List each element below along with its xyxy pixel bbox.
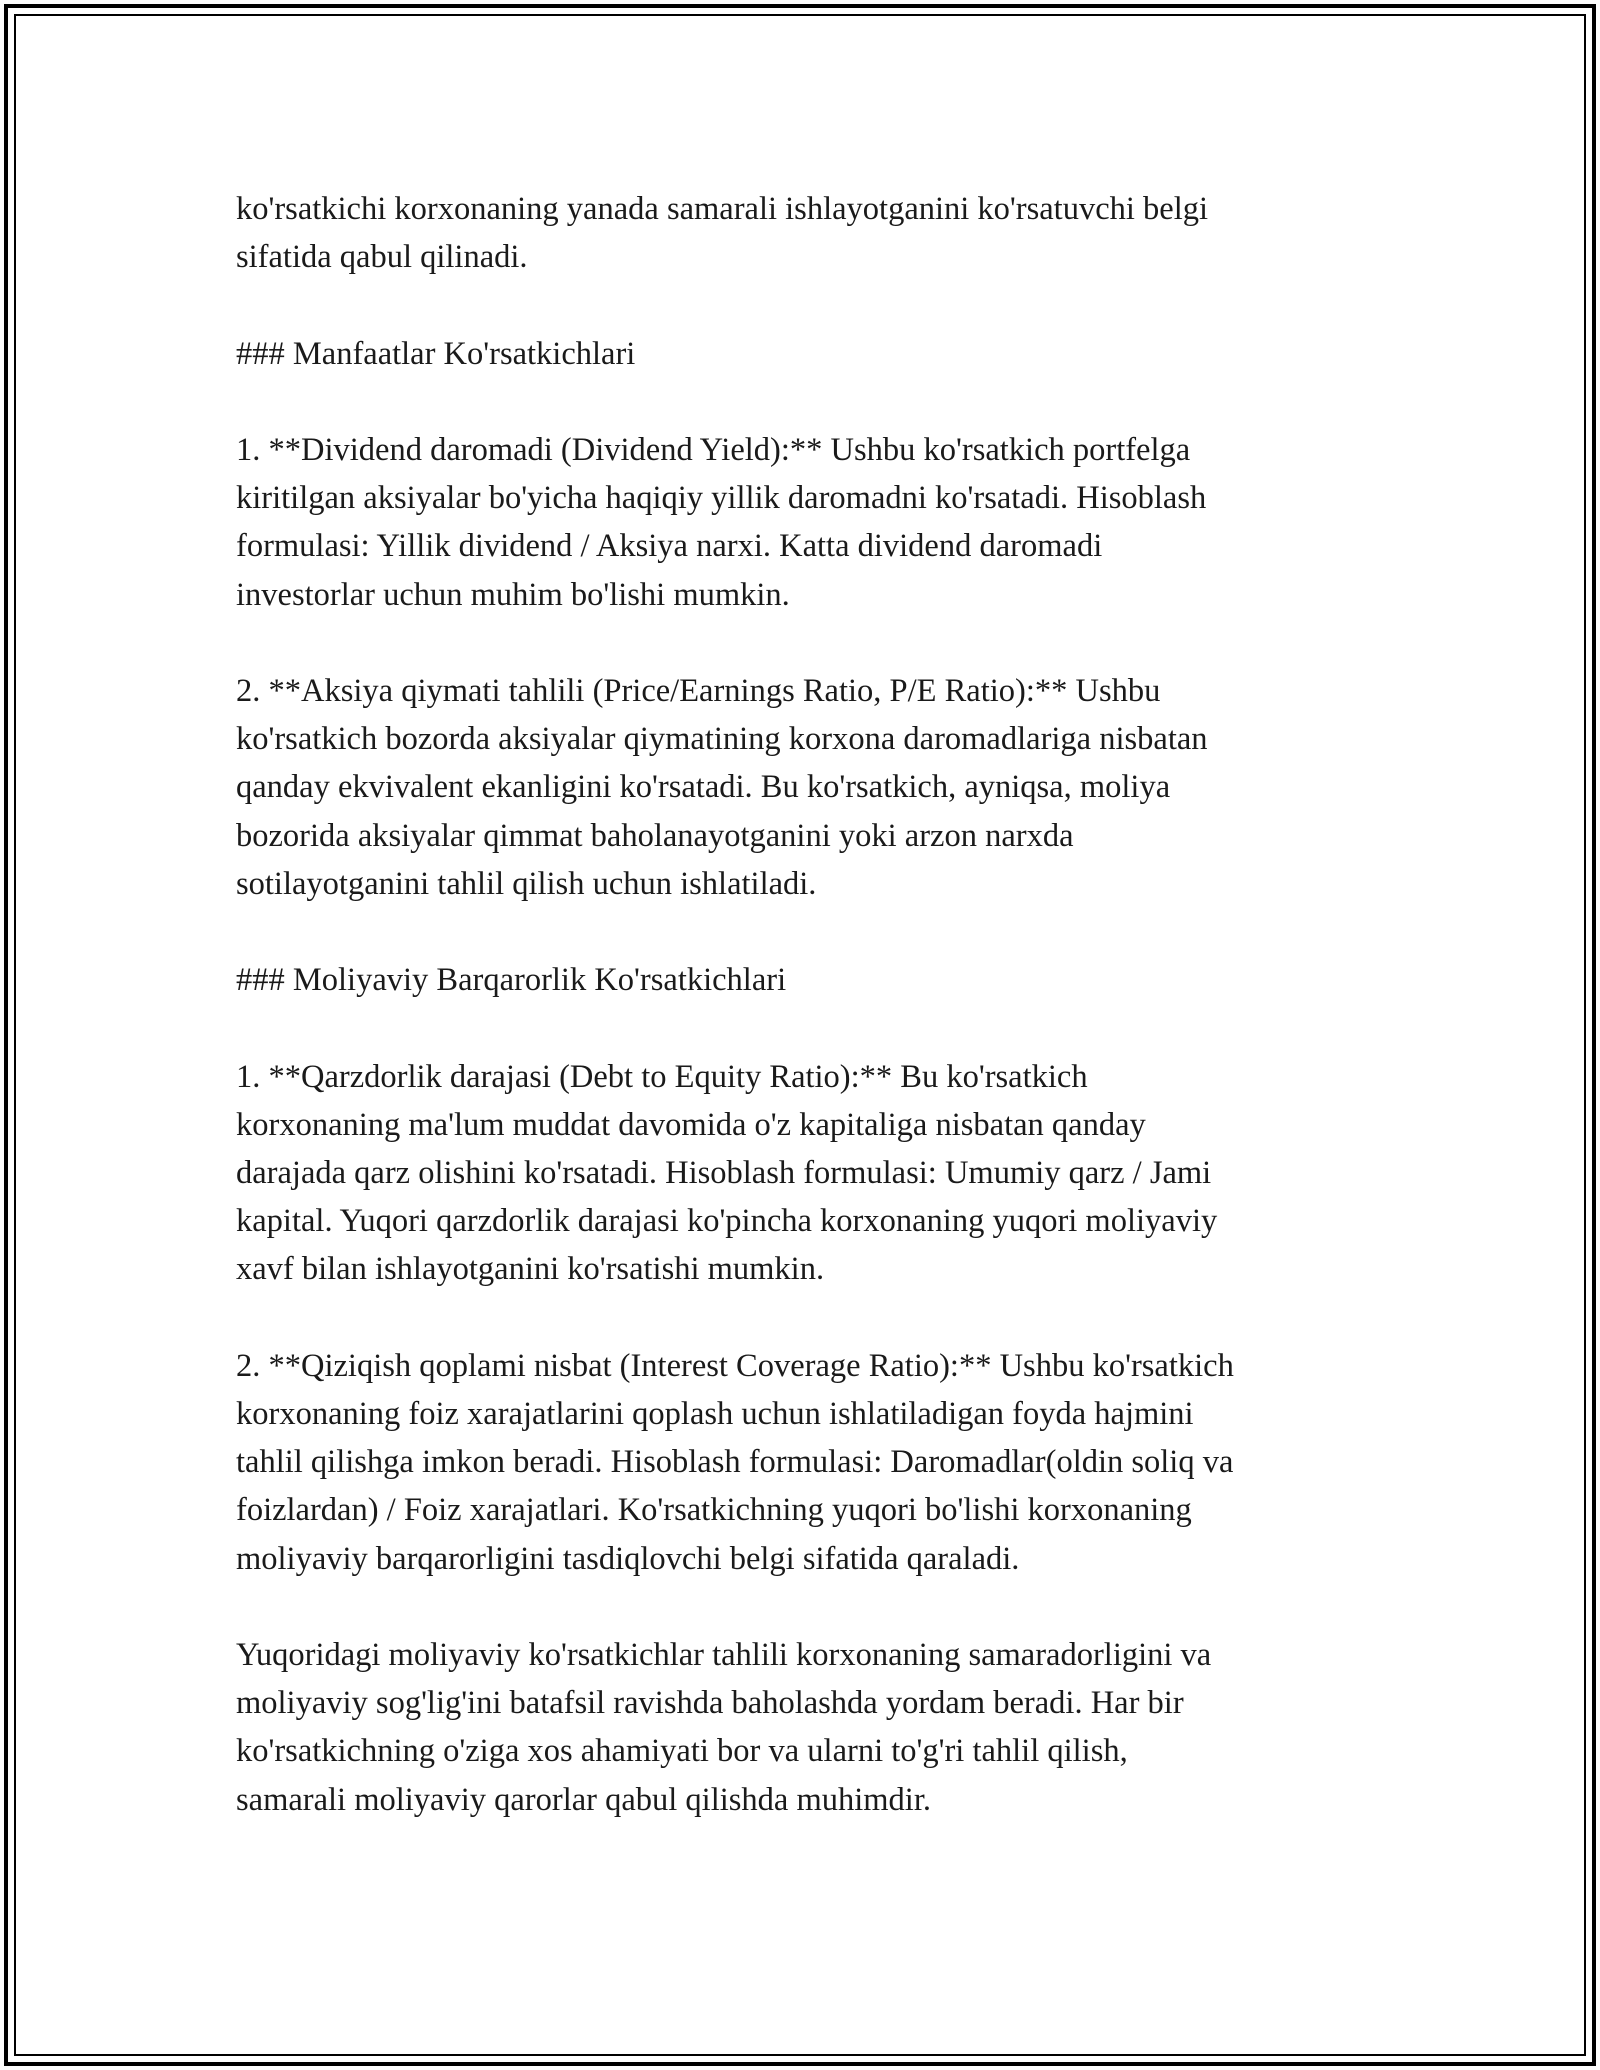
text-line: ko'rsatkichning o'ziga xos ahamiyati bor va ularni to'g'ri tahlil qilish,: [236, 1733, 1128, 1770]
list-item-interest-coverage: [236, 1342, 1376, 1583]
text-line: 1. **Dividend daromadi (Dividend Yield):** Ushbu ko'rsatkich portfelga: [236, 431, 1191, 468]
heading-line: ### Manfaatlar Ko'rsatkichlari: [236, 335, 636, 372]
text-line: kapital. Yuqori qarzdorlik darajasi ko'pincha korxonaning yuqori moliyaviy: [236, 1203, 1218, 1240]
text-line: sotilayotganini tahlil qilish uchun ishlatiladi.: [236, 865, 817, 902]
text-line: darajada qarz olishini ko'rsatadi. Hisoblash formulasi: Umumiy qarz / Jami: [236, 1154, 1212, 1191]
text-line: bozorida aksiyalar qimmat baholanayotganini yoki arzon narxda: [236, 817, 1074, 854]
text-line: xavf bilan ishlayotganini ko'rsatishi mumkin.: [236, 1251, 825, 1288]
text-line: formulasi: Yillik dividend / Aksiya narxi. Katta dividend daromadi: [236, 528, 1103, 565]
text-line: 1. **Qarzdorlik darajasi (Debt to Equity Ratio):** Bu ko'rsatkich: [236, 1058, 1088, 1095]
list-item-pe-ratio: [236, 667, 1376, 908]
list-item-dividend-yield: [236, 426, 1376, 619]
text-line: 2. **Qiziqish qoplami nisbat (Interest Coverage Ratio):** Ushbu ko'rsatkich: [236, 1347, 1234, 1384]
text-line: qanday ekvivalent ekanligini ko'rsatadi. Bu ko'rsatkich, ayniqsa, moliya: [236, 769, 1171, 806]
text-line: tahlil qilishga imkon beradi. Hisoblash formulasi: Daromadlar(oldin soliq va: [236, 1444, 1234, 1481]
text-line: korxonaning foiz xarajatlarini qoplash uchun ishlatiladigan foyda hajmini: [236, 1395, 1194, 1432]
section-heading-manfaatlar: [236, 330, 1376, 378]
text-line: ko'rsatkich bozorda aksiyalar qiymatining korxona daromadlariga nisbatan: [236, 721, 1208, 758]
text-line: ko'rsatkichi korxonaning yanada samarali ishlayotganini ko'rsatuvchi belgi: [236, 191, 1209, 227]
text-line: Yuqoridagi moliyaviy ko'rsatkichlar tahlili korxonaning samaradorligini va: [236, 1636, 1212, 1673]
list-item-debt-to-equity: [236, 1053, 1376, 1294]
text-line: kiritilgan aksiyalar bo'yicha haqiqiy yillik daromadni ko'rsatadi. Hisoblash: [236, 480, 1207, 517]
section-heading-barqarorlik: [236, 956, 1376, 1004]
text-line: investorlar uchun muhim bo'lishi mumkin.: [236, 576, 790, 613]
paragraph-intro-continuation: [236, 185, 1376, 281]
text-line: sifatida qabul qilinadi.: [236, 239, 528, 276]
text-line: moliyaviy barqarorligini tasdiqlovchi belgi sifatida qaraladi.: [236, 1540, 1020, 1577]
text-line: foizlardan) / Foiz xarajatlari. Ko'rsatkichning yuqori bo'lishi korxonaning: [236, 1492, 1192, 1529]
heading-line: ### Moliyaviy Barqarorlik Ko'rsatkichlari: [236, 962, 787, 999]
text-line: samarali moliyaviy qarorlar qabul qilishda muhimdir.: [236, 1781, 931, 1818]
paragraph-conclusion: [236, 1631, 1376, 1824]
text-line: 2. **Aksiya qiymati tahlili (Price/Earnings Ratio, P/E Ratio):** Ushbu: [236, 672, 1161, 709]
text-line: moliyaviy sog'lig'ini batafsil ravishda baholashda yordam beradi. Har bir: [236, 1685, 1184, 1722]
document-body: [236, 185, 1376, 1824]
text-line: korxonaning ma'lum muddat davomida o'z kapitaliga nisbatan qanday: [236, 1106, 1146, 1143]
